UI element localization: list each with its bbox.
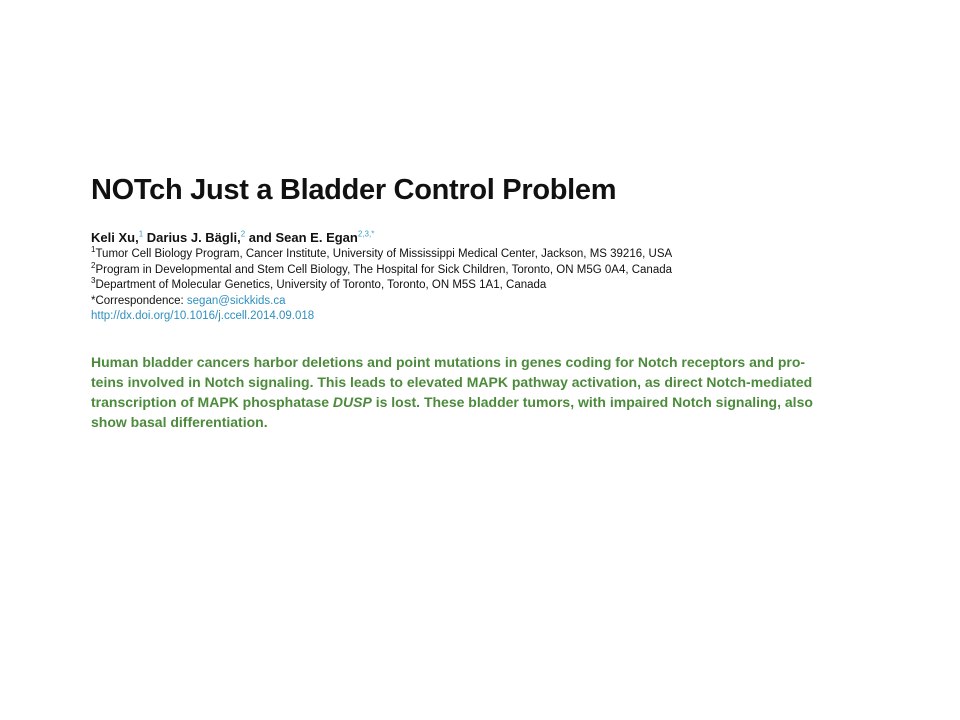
correspondence-line [91, 294, 891, 310]
abstract-line: Human bladder cancers harbor deletions and point mutations in genes coding for Notch receptors and pro- [91, 353, 806, 370]
author-affiliation-marker[interactable]: 2 [240, 229, 246, 239]
abstract-text: is lost. These bladder tumors, with impaired Notch signaling, also [371, 393, 813, 410]
abstract-text: transcription of MAPK phosphatase [91, 393, 333, 410]
affiliation-item [91, 247, 891, 263]
affiliation-item [91, 260, 891, 279]
affiliation-text: Department of Molecular Genetics, University of Toronto, Toronto, ON M5S 1A1, Canada [95, 279, 547, 291]
affiliation-number: 3 [91, 276, 96, 286]
gene-name-italic: DUSP [332, 393, 372, 410]
author-name: and Sean E. Egan [248, 230, 358, 245]
affiliation-text: Program in Developmental and Stem Cell Biology, The Hospital for Sick Children, Toronto, ON M5G 0A4, Canada [95, 263, 673, 276]
abstract-line: teins involved in Notch signaling. This leads to elevated MAPK pathway activation, as direct Notch-mediated [91, 373, 813, 390]
affiliation-list [91, 247, 891, 325]
correspondence-label: *Correspondence: [91, 294, 187, 307]
affiliation-text: Tumor Cell Biology Program, Cancer Institute, University of Mississippi Medical Center, Jackson, MS 39216, USA [95, 248, 673, 260]
author-name: Darius J. Bägli, [146, 230, 241, 245]
correspondence-email-link[interactable]: segan@sickkids.ca [186, 294, 286, 307]
author-affiliation-marker[interactable]: 2,3,* [357, 229, 375, 239]
doi-link[interactable]: http://dx.doi.org/10.1016/j.ccell.2014.09.018 [91, 310, 315, 322]
abstract-line [91, 392, 891, 412]
abstract-summary [91, 352, 891, 432]
author-list [91, 230, 891, 246]
author-name: Keli Xu, [91, 230, 139, 245]
author-affiliation-marker[interactable]: 1 [138, 229, 144, 239]
affiliation-item [91, 278, 891, 294]
article-title: NOTch Just a Bladder Control Problem [91, 174, 617, 206]
doi-line [91, 309, 891, 325]
paper-header [91, 172, 891, 432]
affiliation-number: 2 [91, 260, 96, 270]
affiliation-number: 1 [91, 245, 96, 255]
abstract-line: show basal differentiation. [91, 413, 268, 430]
